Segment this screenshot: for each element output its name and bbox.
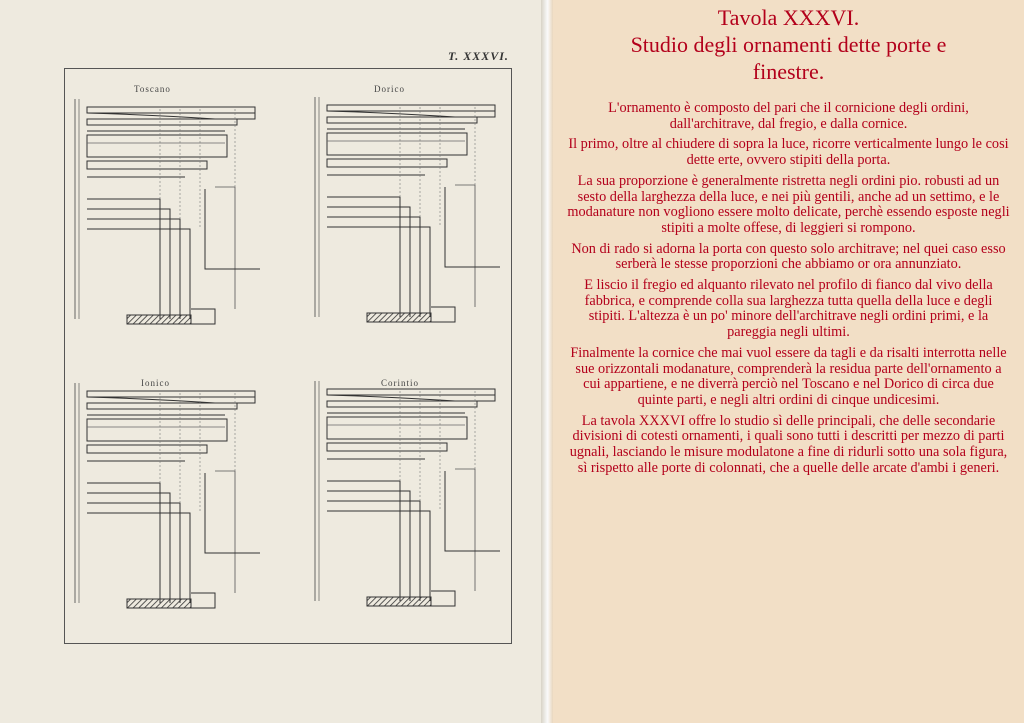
plate-number: T. XXXVI. <box>448 49 509 63</box>
body-text <box>553 101 1024 476</box>
paragraph: La sua proporzione è generalmente ristretta negli ordini pio. robusti ad un sesto della larghezza della luce, e nei più gentili, anche ad un settimo, e le modanature non vogliono essere molto delicate, perchè essendo esposte negli stipiti a molte offese, di leggieri si rompono. <box>567 172 1010 236</box>
page-gutter <box>541 0 553 723</box>
order-label-toscano: Toscano <box>134 84 171 94</box>
right-page-text <box>553 0 1024 723</box>
order-label-corintio: Corintio <box>381 378 420 388</box>
drawing-frame <box>64 68 512 644</box>
paragraph: E liscio il fregio ed alquanto rilevato nel profilo di fianco dal vivo della fabbrica, e comprende colla sua larghezza tutta quella della luce e degli stipiti. L'altezza è un po' minore dell'architrave negli ordini primi, e la pareggia negli ultimi. <box>584 277 993 341</box>
paragraph: Il primo, oltre al chiudere di sopra la luce, ricorre verticalmente lungo le cosi dette erte, ovvero stipiti della porta. <box>568 136 1009 169</box>
order-label-dorico: Dorico <box>374 84 405 94</box>
architectural-drawing <box>65 69 511 643</box>
page-title <box>553 4 1024 85</box>
title-line-2: Studio degli ornamenti dette porte e <box>630 32 947 57</box>
paragraph: L'ornamento è composto del pari che il cornicione degli ordini, dall'architrave, dal fregio, e dalla cornice. <box>608 100 969 132</box>
title-line-1: Tavola XXXVI. <box>717 5 860 30</box>
paragraph: Finalmente la cornice che mai vuol essere da tagli e da risalti interrotta nelle sue orizzontali modanature, comprenderà la residua parte dell'ornamento a cui appartiene, e ne diverrà perciò nel Toscano e nel Dorico di circa due quinte parti, e negli altri ordini di cinque undicesimi. <box>570 344 1007 408</box>
title-line-3: finestre. <box>752 59 825 84</box>
paragraph: La tavola XXXVI offre lo studio sì delle principali, che delle secondarie divisioni di cotesti ornamenti, i quali sono tutti i descritti per mezzo di parti ugnali, lasciando le misure modulatone a fine di ridurli sotto una sola figura, sì rispetto alle porte di colonnati, che a quelle delle arcate d'ambi i generi. <box>569 412 1008 476</box>
paragraph: Non di rado si adorna la porta con questo solo architrave; nel quei caso esso serberà le stesse proporzioni che abbiamo or ora annunziato. <box>571 240 1006 273</box>
order-label-ionico: Ionico <box>141 378 170 388</box>
